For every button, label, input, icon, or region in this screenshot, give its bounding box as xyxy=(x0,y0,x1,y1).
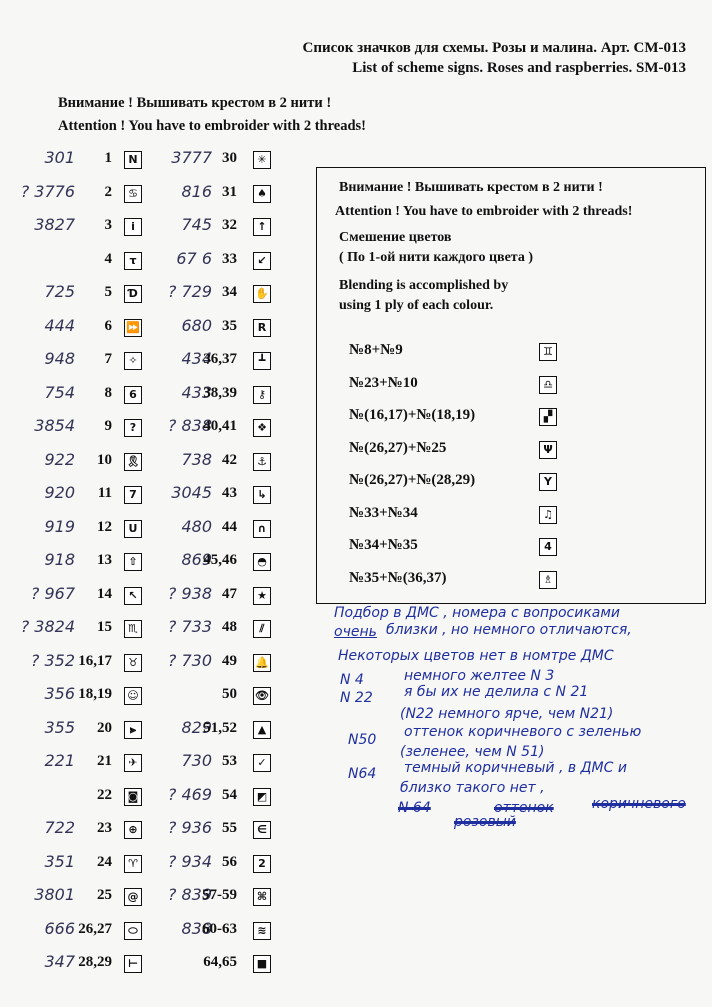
symbol-number: 32 xyxy=(222,217,237,233)
handwritten-dmc-number: 444 xyxy=(44,315,75,335)
scheme-symbol-icon: ↳ xyxy=(253,486,271,504)
handwritten-dmc-number: ? 839 xyxy=(167,885,212,904)
scheme-symbol-icon: ⊕ xyxy=(124,821,142,839)
blending-box xyxy=(316,167,706,604)
symbol-number: 7 xyxy=(104,351,112,367)
handwritten-dmc-number: ? 838 xyxy=(167,416,212,435)
scheme-symbol-icon: 🔔 xyxy=(253,654,271,672)
handwritten-dmc-number: ? 934 xyxy=(167,851,212,871)
scheme-symbol-icon: ▲ xyxy=(253,721,271,739)
note-n64-sub: близко такого нет , xyxy=(400,780,545,796)
handwritten-dmc-number: 869 xyxy=(181,550,212,569)
note-struck-4: розовый xyxy=(454,814,516,830)
symbol-number: 10 xyxy=(97,451,112,468)
blend-symbol-icon: ♫ xyxy=(539,506,557,524)
blend-label: №33+№34 xyxy=(349,504,418,521)
note-struck-1: N 64 xyxy=(398,800,431,816)
scheme-symbol-icon: 2 xyxy=(253,855,271,873)
handwritten-dmc-number: 434 xyxy=(181,349,212,368)
symbol-number: 42 xyxy=(222,451,237,468)
scheme-symbol-icon: i xyxy=(124,218,142,236)
scheme-title-ru: Список значков для схемы. Розы и малина. Арт. СМ-013 xyxy=(302,40,686,56)
scheme-symbol-icon: R xyxy=(253,319,271,337)
note-struck-2: оттенок xyxy=(494,800,554,816)
handwritten-dmc-number: 666 xyxy=(44,918,75,938)
note-n50-key: N50 xyxy=(348,732,377,748)
scheme-symbol-icon: τ xyxy=(124,252,142,270)
handwritten-dmc-number: 356 xyxy=(44,684,75,703)
handwritten-dmc-number: 680 xyxy=(181,315,212,335)
scheme-symbol-icon: ↙ xyxy=(253,252,271,270)
note-n22-key: N 22 xyxy=(340,690,373,706)
note-n50-sub: (зеленее, чем N 51) xyxy=(400,744,545,760)
symbol-number: 38,39 xyxy=(203,384,237,401)
note-n64-val: темный коричневый , в ДМС и xyxy=(404,760,627,776)
note-n4-key: N 4 xyxy=(340,672,364,688)
symbol-number: 13 xyxy=(97,552,112,568)
handwritten-dmc-number: 433 xyxy=(181,382,212,402)
box-mix-ru: Смешение цветов xyxy=(339,230,452,245)
note-n4-val: немного желтее N 3 xyxy=(404,668,555,684)
blend-label: №34+№35 xyxy=(349,537,418,553)
symbol-number: 16,17 xyxy=(78,652,112,669)
handwritten-dmc-number: 3801 xyxy=(34,885,75,904)
symbol-number: 21 xyxy=(97,753,112,769)
scheme-symbol-icon: 🎗 xyxy=(124,453,142,471)
scheme-title-en: List of scheme signs. Roses and raspberries. SM-013 xyxy=(352,60,686,76)
handwritten-dmc-number: 3827 xyxy=(34,215,75,234)
scheme-symbol-icon: ⊢ xyxy=(124,955,142,973)
symbol-number: 5 xyxy=(104,284,112,300)
blend-symbol-icon: 4 xyxy=(539,538,557,556)
scheme-symbol-icon: ◓ xyxy=(253,553,271,571)
symbol-number: 53 xyxy=(222,753,237,769)
note-line-3: Некоторых цветов нет в номтре ДМС xyxy=(338,648,614,664)
symbol-number: 22 xyxy=(97,786,112,803)
blend-label: №(26,27)+№25 xyxy=(349,439,447,456)
scheme-symbol-icon: ■ xyxy=(253,955,271,973)
symbol-number: 64,65 xyxy=(203,954,237,970)
handwritten-dmc-number: ? 3776 xyxy=(20,181,75,201)
handwritten-dmc-number: 948 xyxy=(44,349,75,368)
handwritten-dmc-number: ? 936 xyxy=(167,818,212,837)
handwritten-dmc-number: ? 733 xyxy=(167,617,212,636)
scheme-symbol-icon: ♏ xyxy=(124,620,142,638)
scheme-symbol-icon: ∈ xyxy=(253,821,271,839)
blend-label: №(26,27)+№(28,29) xyxy=(349,472,476,488)
handwritten-dmc-number: 918 xyxy=(44,550,75,569)
symbol-number: 55 xyxy=(222,820,237,836)
note-line-2a: очень xyxy=(334,624,377,640)
scheme-symbol-icon: ⚷ xyxy=(253,386,271,404)
handwritten-dmc-number: ? 352 xyxy=(30,650,75,670)
mid-symbol-row xyxy=(0,851,712,878)
box-mix-ru-sub: ( По 1-ой нити каждого цвета ) xyxy=(339,250,534,265)
scheme-symbol-icon: ┻ xyxy=(253,352,271,370)
note-line-2b: близки , но немного отличаются, xyxy=(386,622,632,638)
handwritten-dmc-number: 920 xyxy=(44,483,75,502)
scheme-symbol-icon: ⌘ xyxy=(253,888,271,906)
blend-label: №8+№9 xyxy=(349,342,403,358)
scheme-symbol-icon: ✧ xyxy=(124,352,142,370)
note-n50-val: оттенок коричневого с зеленью xyxy=(404,724,642,740)
scheme-symbol-icon: @ xyxy=(124,888,142,906)
scheme-symbol-icon: ∩ xyxy=(253,520,271,538)
symbol-number: 50 xyxy=(222,686,237,702)
symbol-number: 1 xyxy=(104,150,112,166)
note-line-1: Подбор в ДМС , номера с вопросиками xyxy=(334,605,621,621)
blend-symbol-icon: ▞ xyxy=(539,408,557,426)
handwritten-dmc-number: 347 xyxy=(44,952,75,971)
warning-en: Attention ! You have to embroider with 2 threads! xyxy=(58,118,366,134)
handwritten-dmc-number: 838 xyxy=(181,918,212,938)
scheme-symbol-icon: ⚓ xyxy=(253,453,271,471)
scheme-symbol-icon: ✋ xyxy=(253,285,271,303)
mid-symbol-row xyxy=(0,820,712,844)
symbol-number: 31 xyxy=(222,183,237,200)
symbol-number: 30 xyxy=(222,150,237,166)
symbol-number: 60-63 xyxy=(202,920,237,937)
blend-symbol-icon: ♗ xyxy=(539,571,557,589)
scheme-symbol-icon: ✓ xyxy=(253,754,271,772)
scheme-symbol-icon: 👁 xyxy=(253,687,271,705)
note-n22-val: я бы их не делила с N 21 xyxy=(404,684,589,700)
handwritten-dmc-number: 725 xyxy=(44,282,75,301)
symbol-number: 23 xyxy=(97,820,112,836)
symbol-number: 4 xyxy=(104,250,112,267)
symbol-number: 36,37 xyxy=(203,351,237,367)
scheme-symbol-icon: ♋ xyxy=(124,185,142,203)
handwritten-dmc-number: 480 xyxy=(181,516,212,536)
symbol-number: 40,41 xyxy=(203,418,237,434)
handwritten-dmc-number: 816 xyxy=(181,181,212,201)
symbol-number: 54 xyxy=(222,786,237,803)
symbol-number: 51,52 xyxy=(203,719,237,736)
mid-symbol-row xyxy=(0,918,712,945)
mid-symbol-row xyxy=(0,954,712,978)
symbol-number: 45,46 xyxy=(203,552,237,568)
handwritten-dmc-number: ? 3824 xyxy=(20,617,75,636)
scheme-symbol-icon: 6 xyxy=(124,386,142,404)
handwritten-dmc-number: 730 xyxy=(181,751,212,770)
note-n64-key: N64 xyxy=(348,766,377,782)
symbol-number: 8 xyxy=(104,384,112,401)
scheme-symbol-icon: ★ xyxy=(253,587,271,605)
scheme-symbol-icon: ↑ xyxy=(253,218,271,236)
handwritten-dmc-number: ? 938 xyxy=(167,583,212,603)
symbol-number: 11 xyxy=(97,485,112,501)
symbol-number: 2 xyxy=(104,183,112,200)
scheme-symbol-icon: ✈ xyxy=(124,754,142,772)
box-warning-en: Attention ! You have to embroider with 2 threads! xyxy=(335,204,633,219)
handwritten-dmc-number: ? 967 xyxy=(30,583,75,603)
scheme-symbol-icon: ⇧ xyxy=(124,553,142,571)
scheme-symbol-icon: ⫽ xyxy=(253,620,271,638)
scheme-symbol-icon: ☺ xyxy=(124,687,142,705)
symbol-number: 3 xyxy=(104,217,112,233)
scheme-symbol-icon: ✳ xyxy=(253,151,271,169)
symbol-number: 49 xyxy=(222,652,237,669)
handwritten-dmc-number: 3045 xyxy=(171,483,212,502)
handwritten-dmc-number: 754 xyxy=(44,382,75,402)
box-blend-en-2: using 1 ply of each colour. xyxy=(339,298,494,313)
scheme-symbol-icon: ≋ xyxy=(253,922,271,940)
symbol-number: 24 xyxy=(97,853,112,870)
scheme-symbol-icon: ⏩ xyxy=(124,319,142,337)
symbol-number: 15 xyxy=(97,619,112,635)
symbol-number: 20 xyxy=(97,719,112,736)
symbol-number: 44 xyxy=(222,518,237,535)
box-warning-ru: Внимание ! Вышивать крестом в 2 нити ! xyxy=(339,180,603,195)
symbol-number: 48 xyxy=(222,619,237,635)
handwritten-dmc-number: 301 xyxy=(44,148,75,167)
handwritten-dmc-number: 67 6 xyxy=(176,248,212,268)
scheme-symbol-icon: ◩ xyxy=(253,788,271,806)
blend-label: №(16,17)+№(18,19) xyxy=(349,407,476,423)
symbol-number: 33 xyxy=(222,250,237,267)
blend-symbol-icon: ♎ xyxy=(539,376,557,394)
symbol-number: 26,27 xyxy=(78,920,112,937)
symbol-number: 47 xyxy=(222,585,237,602)
scheme-symbol-icon: ◙ xyxy=(124,788,142,806)
symbol-number: 12 xyxy=(97,518,112,535)
symbol-number: 18,19 xyxy=(78,686,112,702)
blend-symbol-icon: Y xyxy=(539,473,557,491)
symbol-number: 57-59 xyxy=(202,887,237,903)
scheme-symbol-icon: N xyxy=(124,151,142,169)
scheme-symbol-icon: ♠ xyxy=(253,185,271,203)
scheme-symbol-icon: ⬭ xyxy=(124,922,142,940)
mid-symbol-row xyxy=(0,887,712,911)
handwritten-dmc-number: 745 xyxy=(181,215,212,234)
scheme-symbol-icon: Ɗ xyxy=(124,285,142,303)
note-n22-sub: (N22 немного ярче, чем N21) xyxy=(400,706,614,722)
symbol-number: 14 xyxy=(97,585,112,602)
symbol-number: 43 xyxy=(222,485,237,501)
handwritten-dmc-number: ? 730 xyxy=(167,650,212,670)
handwritten-dmc-number: 351 xyxy=(44,851,75,871)
blend-label: №35+№(36,37) xyxy=(349,569,447,586)
scheme-symbol-icon: 7 xyxy=(124,486,142,504)
symbol-number: 34 xyxy=(222,284,237,300)
handwritten-dmc-number: 221 xyxy=(44,751,75,770)
handwritten-dmc-number: 922 xyxy=(44,449,75,469)
scheme-symbol-icon: ♉ xyxy=(124,654,142,672)
note-struck-3: коричневого xyxy=(592,796,686,812)
scheme-symbol-icon: ❖ xyxy=(253,419,271,437)
handwritten-dmc-number: 722 xyxy=(44,818,75,837)
symbol-number: 28,29 xyxy=(78,954,112,970)
handwritten-dmc-number: 919 xyxy=(44,516,75,536)
scheme-symbol-icon: ♈ xyxy=(124,855,142,873)
blend-label: №23+№10 xyxy=(349,374,418,391)
box-blend-en-1: Blending is accomplished by xyxy=(339,278,509,293)
symbol-number: 6 xyxy=(104,317,112,334)
handwritten-dmc-number: 829 xyxy=(181,717,212,737)
scheme-symbol-icon: ? xyxy=(124,419,142,437)
handwritten-dmc-number: ? 729 xyxy=(167,282,212,301)
handwritten-dmc-number: ? 469 xyxy=(167,784,212,804)
handwritten-dmc-number: 3854 xyxy=(34,416,75,435)
scheme-symbol-icon: ⫸ xyxy=(124,721,142,739)
blend-symbol-icon: Ψ xyxy=(539,441,557,459)
symbol-number: 9 xyxy=(104,418,112,434)
symbol-number: 35 xyxy=(222,317,237,334)
symbol-number: 25 xyxy=(97,887,112,903)
warning-ru: Внимание ! Вышивать крестом в 2 нити ! xyxy=(58,95,332,111)
scheme-symbol-icon: ↖ xyxy=(124,587,142,605)
symbol-number: 56 xyxy=(222,853,237,870)
scheme-symbol-icon: U xyxy=(124,520,142,538)
handwritten-dmc-number: 355 xyxy=(44,717,75,737)
handwritten-dmc-number: 3777 xyxy=(171,148,212,167)
blend-symbol-icon: ♊ xyxy=(539,343,557,361)
handwritten-dmc-number: 738 xyxy=(181,449,212,469)
